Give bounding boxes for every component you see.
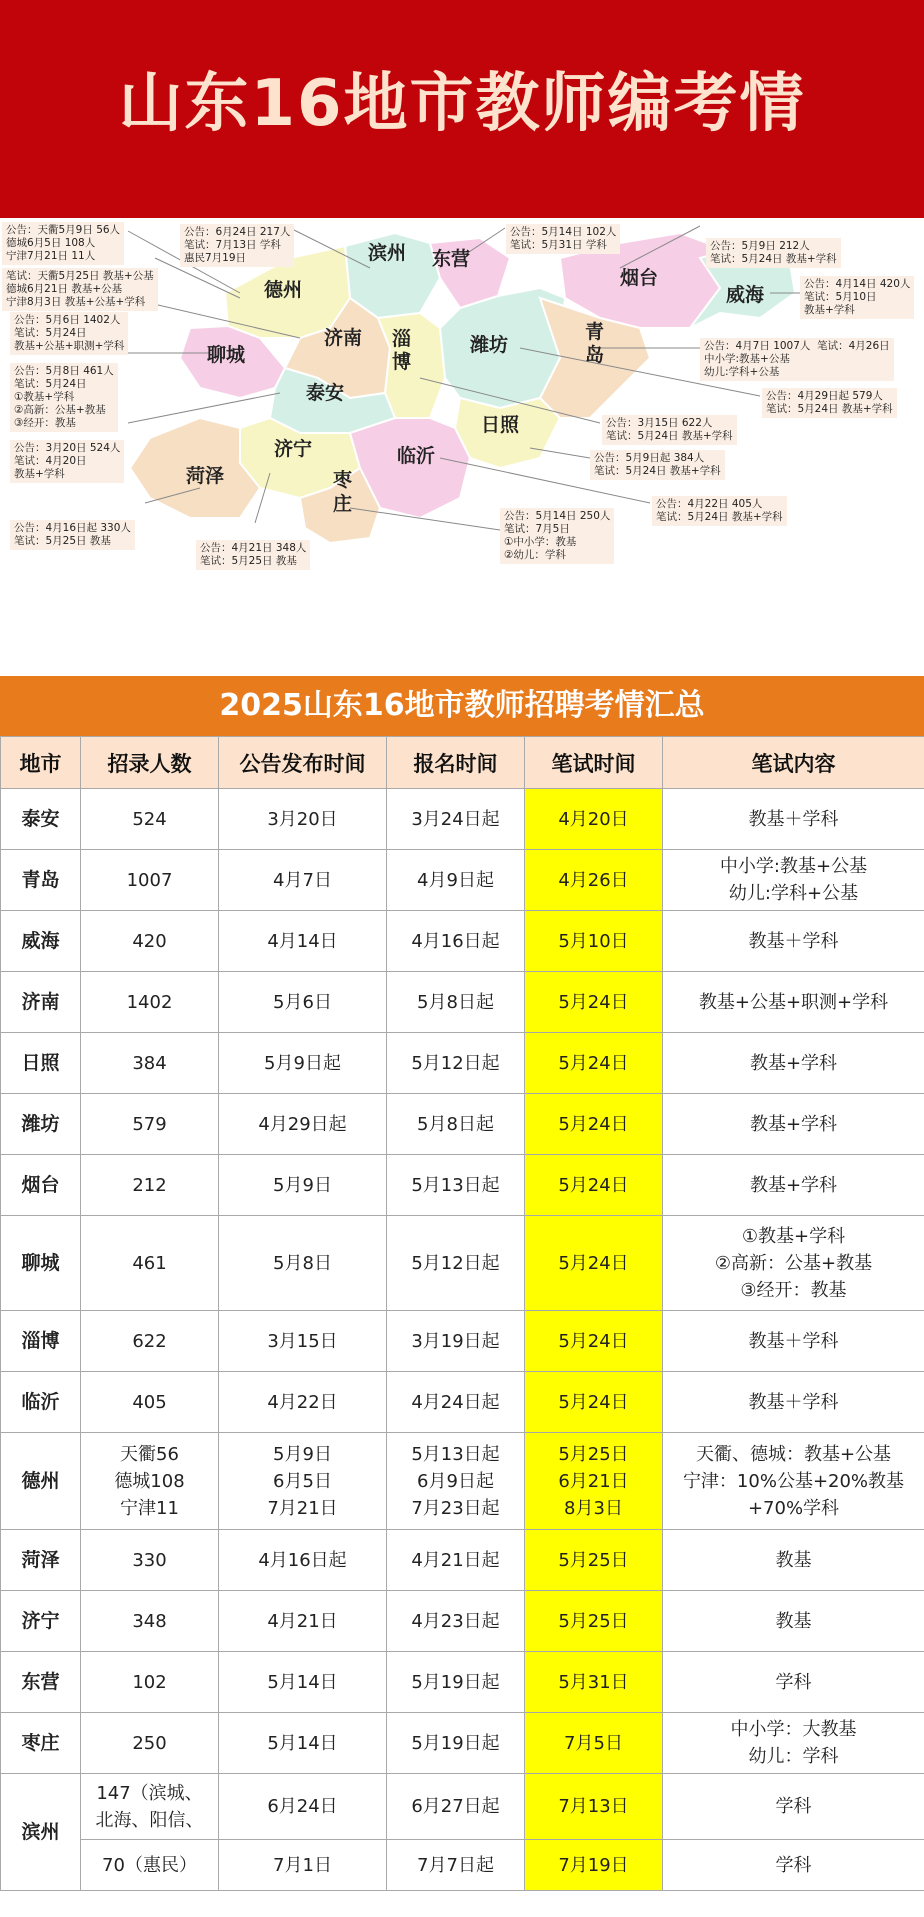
signup-line: 4月16日起 — [411, 930, 500, 952]
summary-table — [0, 736, 924, 1891]
notice-line: 7月21日 — [267, 1497, 338, 1519]
content-line: ②高新：公基+教基 — [714, 1252, 873, 1274]
signup-cell — [387, 1433, 525, 1530]
annotation-yantai: 公告：5月9日 212人 笔试：5月24日 教基+学科 — [706, 238, 841, 268]
count-cell — [81, 850, 219, 911]
table-row — [1, 1530, 924, 1591]
annotation-dezhou-exam: 笔试：天衢5月25日 教基+公基 德城6月21日 教基+公基 宁津8月3日 教基+公基+学科 — [2, 268, 158, 311]
signup-line: 4月21日起 — [411, 1549, 500, 1571]
content-line: 宁津：10%公基+20%教基 — [682, 1470, 905, 1492]
annotation-linyi: 公告：4月22日 405人 笔试：5月24日 教基+学科 — [652, 496, 787, 526]
exam-cell — [525, 1591, 663, 1652]
exam-line: 5月24日 — [558, 1391, 629, 1413]
notice-cell — [219, 1033, 387, 1094]
city-cell: 日照 — [1, 1033, 81, 1094]
content-cell — [663, 1713, 924, 1774]
notice-line: 5月6日 — [273, 991, 332, 1013]
notice-line: 4月22日 — [267, 1391, 338, 1413]
notice-line: 6月5日 — [273, 1470, 332, 1492]
notice-line: 4月14日 — [267, 930, 338, 952]
header-count: 招录人数 — [81, 737, 219, 789]
signup-cell — [387, 1713, 525, 1774]
table-row — [1, 1033, 924, 1094]
count-line: 1007 — [126, 869, 173, 891]
notice-cell — [219, 789, 387, 850]
count-cell — [81, 1652, 219, 1713]
exam-line: 5月25日 — [558, 1549, 629, 1571]
content-line: 学科 — [775, 1671, 812, 1693]
content-line: 教基＋学科 — [748, 930, 839, 952]
content-cell — [663, 1433, 924, 1530]
count-line: 405 — [132, 1391, 167, 1413]
content-cell — [663, 1033, 924, 1094]
table-row — [1, 1311, 924, 1372]
content-line: 中小学:教基+公基 — [719, 856, 868, 877]
notice-line: 6月24日 — [267, 1796, 338, 1817]
count-line: 212 — [132, 1174, 167, 1196]
city-cell: 枣庄 — [1, 1713, 81, 1774]
notice-line: 5月9日 — [273, 1174, 332, 1196]
city-cell: 东营 — [1, 1652, 81, 1713]
count-line: 70（惠民） — [102, 1854, 197, 1876]
content-line: 学科 — [775, 1796, 812, 1817]
signup-cell — [387, 1774, 525, 1840]
content-line: 教基+学科 — [749, 1113, 838, 1135]
city-label-rizhao: 日照 — [481, 414, 520, 436]
content-line: 教基＋学科 — [748, 1330, 839, 1352]
count-cell — [81, 1713, 219, 1774]
exam-line: 5月25日 — [558, 1610, 629, 1632]
annotation-heze: 公告：4月16日起 330人 笔试：5月25日 教基 — [10, 520, 135, 550]
notice-cell — [219, 1216, 387, 1311]
signup-line: 5月12日起 — [411, 1252, 500, 1274]
content-line: 中小学：大教基 — [730, 1719, 857, 1740]
annotation-taian: 公告：3月20日 524人 笔试：4月20日 教基+学科 — [10, 440, 124, 483]
city-label-qingdao: 青岛 — [585, 321, 605, 366]
notice-cell — [219, 1652, 387, 1713]
content-cell — [663, 1840, 924, 1891]
signup-cell — [387, 1094, 525, 1155]
content-cell — [663, 1155, 924, 1216]
count-line: 579 — [132, 1113, 167, 1135]
notice-cell — [219, 850, 387, 911]
city-label-dezhou: 德州 — [264, 279, 303, 301]
city-label-zibo: 淄博 — [392, 328, 412, 373]
exam-line: 6月21日 — [558, 1470, 629, 1492]
content-line: ③经开：教基 — [740, 1279, 847, 1301]
table-row — [1, 1652, 924, 1713]
city-label-zaozhuang: 枣庄 — [333, 469, 353, 515]
city-cell: 泰安 — [1, 789, 81, 850]
count-cell — [81, 1033, 219, 1094]
exam-line: 8月3日 — [564, 1497, 623, 1519]
notice-cell — [219, 1713, 387, 1774]
count-cell — [81, 1840, 219, 1891]
content-line: 教基 — [775, 1549, 812, 1571]
table-row — [1, 1591, 924, 1652]
city-label-liaocheng: 聊城 — [207, 344, 246, 366]
count-line: 330 — [132, 1549, 167, 1571]
table-row — [1, 1774, 924, 1840]
count-cell — [81, 911, 219, 972]
signup-cell — [387, 1840, 525, 1891]
signup-cell — [387, 911, 525, 972]
content-cell — [663, 850, 924, 911]
exam-cell — [525, 1840, 663, 1891]
count-cell — [81, 1216, 219, 1311]
content-cell — [663, 1311, 924, 1372]
city-cell: 淄博 — [1, 1311, 81, 1372]
city-cell: 烟台 — [1, 1155, 81, 1216]
exam-line: 4月26日 — [558, 869, 629, 891]
city-label-yantai: 烟台 — [620, 267, 659, 289]
count-line: 天衢56 — [120, 1443, 179, 1465]
notice-line: 3月15日 — [267, 1330, 338, 1352]
content-cell — [663, 911, 924, 972]
count-cell — [81, 1094, 219, 1155]
notice-line: 4月7日 — [273, 869, 332, 891]
exam-cell — [525, 1530, 663, 1591]
annotation-rizhao: 公告：5月9日起 384人 笔试：5月24日 教基+学科 — [590, 450, 725, 480]
annotation-zaozhuang: 公告：5月14日 250人 笔试：7月5日 ①中小学：教基 ②幼儿：学科 — [500, 508, 614, 564]
count-line: 250 — [132, 1732, 167, 1754]
signup-cell — [387, 1155, 525, 1216]
exam-line: 5月24日 — [558, 1330, 629, 1352]
count-line: 147（滨城、 — [96, 1782, 203, 1804]
exam-cell — [525, 1774, 663, 1840]
city-cell: 菏泽 — [1, 1530, 81, 1591]
count-cell — [81, 789, 219, 850]
exam-cell — [525, 1372, 663, 1433]
signup-line: 5月19日起 — [411, 1671, 500, 1693]
shandong-map — [0, 218, 924, 676]
signup-cell — [387, 1591, 525, 1652]
notice-cell — [219, 1372, 387, 1433]
signup-cell — [387, 1372, 525, 1433]
notice-line: 5月14日 — [267, 1732, 338, 1754]
city-label-jining: 济宁 — [274, 438, 313, 460]
header-signup-date: 报名时间 — [387, 737, 525, 789]
annotation-liaocheng: 公告：5月8日 461人 笔试：5月24日 ①教基+学科 ②高新：公基+教基 ③经开：教基 — [10, 363, 118, 432]
exam-cell — [525, 1311, 663, 1372]
content-line: 幼儿:学科+公基 — [728, 883, 859, 904]
header-exam-content: 笔试内容 — [663, 737, 924, 789]
city-label-weifang: 潍坊 — [470, 334, 509, 356]
notice-cell — [219, 911, 387, 972]
content-cell — [663, 1094, 924, 1155]
content-line: 天衢、德城：教基+公基 — [695, 1443, 892, 1465]
notice-line: 4月21日 — [267, 1610, 338, 1632]
exam-line: 5月24日 — [558, 1174, 629, 1196]
city-cell: 德州 — [1, 1433, 81, 1530]
content-line: 教基＋学科 — [748, 808, 839, 830]
content-cell — [663, 1591, 924, 1652]
table-row — [1, 1216, 924, 1311]
content-line: 幼儿：学科 — [748, 1746, 839, 1767]
annotation-weihai: 公告：4月14日 420人 笔试：5月10日 教基+学科 — [800, 276, 914, 319]
count-line: 622 — [132, 1330, 167, 1352]
city-label-jinan: 济南 — [324, 327, 363, 349]
table-row — [1, 1372, 924, 1433]
header-exam-date: 笔试时间 — [525, 737, 663, 789]
exam-line: 5月10日 — [558, 930, 629, 952]
table-row — [1, 972, 924, 1033]
count-cell — [81, 972, 219, 1033]
content-cell — [663, 1530, 924, 1591]
exam-line: 7月5日 — [564, 1732, 623, 1754]
count-line: 461 — [132, 1252, 167, 1274]
notice-line: 5月9日 — [273, 1443, 332, 1465]
table-row — [1, 1433, 924, 1530]
notice-cell — [219, 1094, 387, 1155]
notice-line: 5月8日 — [273, 1252, 332, 1274]
page-title: 山东16地市教师编考情 — [118, 67, 806, 141]
signup-line: 6月9日起 — [417, 1470, 494, 1492]
exam-cell — [525, 1155, 663, 1216]
count-cell — [81, 1155, 219, 1216]
content-cell — [663, 1774, 924, 1840]
content-line: 教基 — [775, 1610, 812, 1632]
annotation-dongying: 公告：5月14日 102人 笔试：5月31日 学科 — [506, 224, 620, 254]
signup-line: 3月24日起 — [411, 808, 500, 830]
signup-line: 5月19日起 — [411, 1732, 500, 1754]
content-line: 教基+学科 — [749, 1174, 838, 1196]
signup-line: 6月27日起 — [411, 1796, 500, 1817]
annotation-qingdao: 公告：4月7日 1007人 笔试：4月26日 中小学:教基+公基 幼儿:学科+公基 — [700, 338, 894, 381]
table-row — [1, 789, 924, 850]
content-line: 学科 — [775, 1854, 812, 1876]
signup-line: 7月23日起 — [411, 1497, 500, 1519]
signup-line: 5月8日起 — [417, 1113, 494, 1135]
annotation-weifang: 公告：4月29日起 579人 笔试：5月24日 教基+学科 — [762, 388, 897, 418]
count-cell — [81, 1530, 219, 1591]
notice-cell — [219, 1155, 387, 1216]
exam-cell — [525, 789, 663, 850]
signup-cell — [387, 1652, 525, 1713]
count-cell — [81, 1311, 219, 1372]
content-cell — [663, 789, 924, 850]
exam-cell — [525, 1216, 663, 1311]
annotation-binzhou: 公告：6月24日 217人 笔试：7月13日 学科 惠民7月19日 — [180, 224, 294, 267]
notice-line: 7月1日 — [273, 1854, 332, 1876]
exam-cell — [525, 1713, 663, 1774]
annotation-jining: 公告：4月21日 348人 笔试：5月25日 教基 — [196, 540, 310, 570]
count-line: 102 — [132, 1671, 167, 1693]
exam-cell — [525, 850, 663, 911]
exam-cell — [525, 1094, 663, 1155]
city-cell: 潍坊 — [1, 1094, 81, 1155]
notice-cell — [219, 1530, 387, 1591]
city-cell: 威海 — [1, 911, 81, 972]
table-row — [1, 911, 924, 972]
content-line: +70%学科 — [747, 1497, 840, 1519]
city-label-linyi: 临沂 — [397, 445, 436, 467]
signup-line: 3月19日起 — [411, 1330, 500, 1352]
city-cell: 聊城 — [1, 1216, 81, 1311]
signup-cell — [387, 1311, 525, 1372]
exam-line: 5月24日 — [558, 991, 629, 1013]
city-cell: 临沂 — [1, 1372, 81, 1433]
city-label-binzhou: 滨州 — [368, 242, 407, 264]
notice-cell — [219, 1591, 387, 1652]
signup-line: 4月9日起 — [417, 869, 494, 891]
table-row — [1, 850, 924, 911]
count-cell — [81, 1433, 219, 1530]
exam-line: 7月13日 — [558, 1796, 629, 1817]
count-line: 宁津11 — [120, 1497, 179, 1519]
exam-line: 4月20日 — [558, 808, 629, 830]
header-notice-date: 公告发布时间 — [219, 737, 387, 789]
exam-cell — [525, 1433, 663, 1530]
header-city: 地市 — [1, 737, 81, 789]
notice-cell — [219, 1840, 387, 1891]
notice-line: 5月9日起 — [264, 1052, 341, 1074]
annotation-dezhou-notice: 公告：天衢5月9日 56人 德城6月5日 108人 宁津7月21日 11人 — [2, 222, 124, 265]
signup-line: 5月12日起 — [411, 1052, 500, 1074]
count-cell — [81, 1591, 219, 1652]
count-line: 384 — [132, 1052, 167, 1074]
signup-line: 4月24日起 — [411, 1391, 500, 1413]
exam-cell — [525, 972, 663, 1033]
exam-line: 5月31日 — [558, 1671, 629, 1693]
signup-line: 7月7日起 — [417, 1854, 494, 1876]
notice-cell — [219, 1311, 387, 1372]
signup-line: 5月13日起 — [411, 1443, 500, 1465]
exam-line: 7月19日 — [558, 1854, 629, 1876]
count-line: 524 — [132, 808, 167, 830]
signup-cell — [387, 972, 525, 1033]
table-row — [1, 1094, 924, 1155]
content-cell — [663, 972, 924, 1033]
content-cell — [663, 1372, 924, 1433]
signup-cell — [387, 789, 525, 850]
signup-line: 5月13日起 — [411, 1174, 500, 1196]
table-body — [1, 789, 924, 1891]
exam-line: 5月24日 — [558, 1252, 629, 1274]
table-row — [1, 1840, 924, 1891]
exam-cell — [525, 1652, 663, 1713]
signup-line: 4月23日起 — [411, 1610, 500, 1632]
notice-line: 3月20日 — [267, 808, 338, 830]
notice-cell — [219, 1433, 387, 1530]
annotation-zibo: 公告：3月15日 622人 笔试：5月24日 教基+学科 — [602, 415, 737, 445]
content-line: 教基+公基+职测+学科 — [698, 991, 889, 1013]
notice-line: 4月29日起 — [258, 1113, 347, 1135]
city-label-weihai: 威海 — [726, 284, 765, 306]
notice-cell — [219, 972, 387, 1033]
notice-line: 4月16日起 — [258, 1549, 347, 1571]
exam-line: 5月25日 — [558, 1443, 629, 1465]
city-cell: 滨州 — [1, 1774, 81, 1891]
table-row — [1, 1155, 924, 1216]
count-cell — [81, 1774, 219, 1840]
exam-cell — [525, 1033, 663, 1094]
count-line: 德城108 — [114, 1470, 185, 1492]
city-label-dongying: 东营 — [432, 248, 471, 270]
exam-cell — [525, 911, 663, 972]
count-line: 348 — [132, 1610, 167, 1632]
city-cell: 济宁 — [1, 1591, 81, 1652]
content-line: 教基+学科 — [749, 1052, 838, 1074]
signup-cell — [387, 1033, 525, 1094]
content-line: 教基＋学科 — [748, 1391, 839, 1413]
exam-line: 5月24日 — [558, 1052, 629, 1074]
annotation-jinan: 公告：5月6日 1402人 笔试：5月24日 教基+公基+职测+学科 — [10, 312, 128, 355]
table-row — [1, 1713, 924, 1774]
title-banner — [0, 0, 924, 218]
count-line: 北海、阳信、 — [95, 1809, 204, 1831]
notice-cell — [219, 1774, 387, 1840]
notice-line: 5月14日 — [267, 1671, 338, 1693]
content-cell — [663, 1652, 924, 1713]
city-cell: 济南 — [1, 972, 81, 1033]
content-cell — [663, 1216, 924, 1311]
signup-cell — [387, 1216, 525, 1311]
table-header-row — [1, 737, 924, 789]
signup-line: 5月8日起 — [417, 991, 494, 1013]
signup-cell — [387, 1530, 525, 1591]
city-label-heze: 菏泽 — [186, 465, 225, 487]
count-line: 420 — [132, 930, 167, 952]
count-line: 1402 — [126, 991, 173, 1013]
count-cell — [81, 1372, 219, 1433]
exam-line: 5月24日 — [558, 1113, 629, 1135]
content-line: ①教基+学科 — [741, 1225, 846, 1247]
city-cell: 青岛 — [1, 850, 81, 911]
signup-cell — [387, 850, 525, 911]
table-title: 2025山东16地市教师招聘考情汇总 — [0, 676, 924, 736]
city-label-taian: 泰安 — [306, 382, 345, 404]
